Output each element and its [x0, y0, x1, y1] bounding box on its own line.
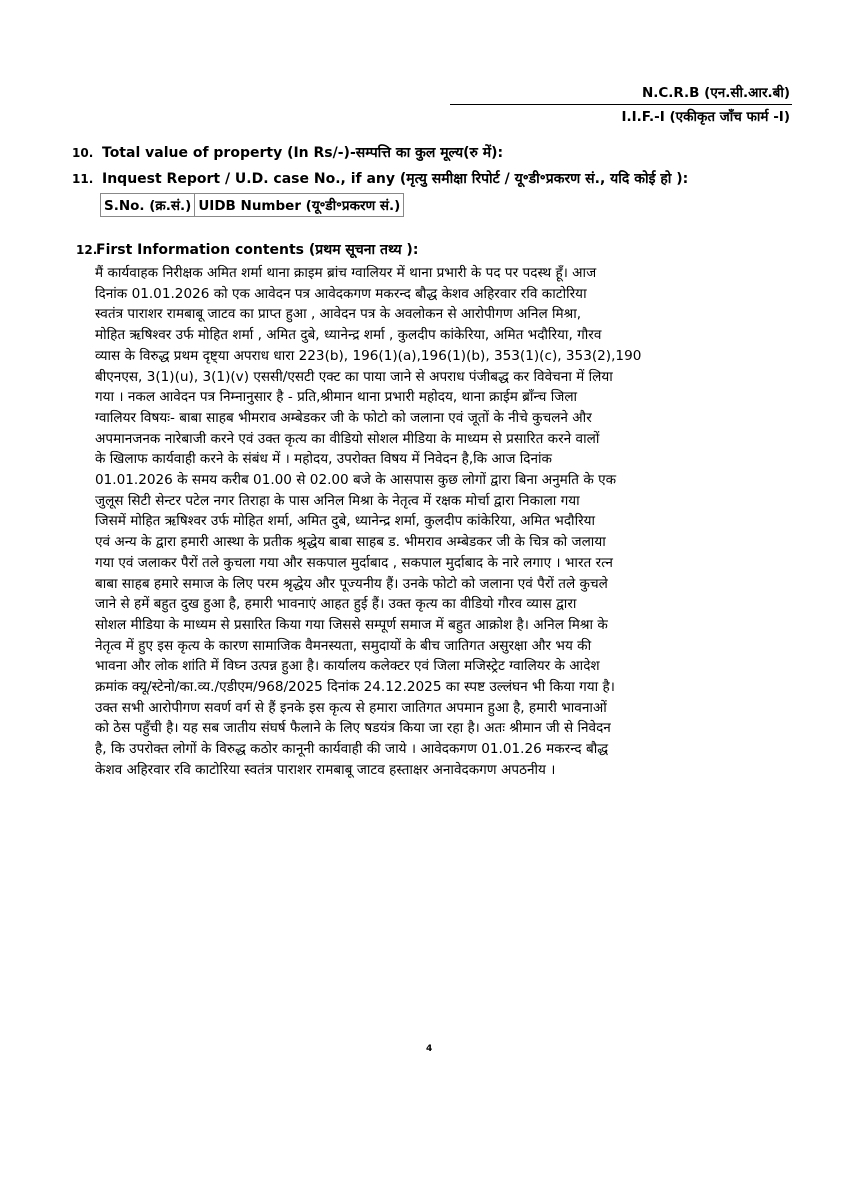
fir-text-line: गया । नकल आवेदन पत्र निम्नानुसार है - प्रति,श्रीमान थाना प्रभारी महोदय, थाना क्राईम ब्राँन्च जिला [95, 389, 578, 406]
fir-text-line: स्वतंत्र पाराशर रामबाबू जाटव का प्राप्त हुआ , आवेदन पत्र के अवलोकन से आरोपीगण अनिल मिश्रा, [95, 306, 582, 323]
fir-text-line: 01.01.2026 के समय करीब 01.00 से 02.00 बजे के आसपास कुछ लोगों द्वारा बिना अनुमति के एक [95, 472, 617, 489]
fir-text-line: व्यास के विरुद्ध प्रथम दृष्ट्या अपराध धारा 223(b), 196(1)(a),196(1)(b), 353(1)(c), 353(2),190 [95, 347, 642, 364]
fir-text-line: मैं कार्यवाहक निरीक्षक अमित शर्मा थाना क्राइम ब्रांच ग्वालियर में थाना प्रभारी के पद पर पदस्थ हूँ। आज [95, 265, 597, 281]
field-11-number: 11. [72, 172, 94, 186]
field-11-label: Inquest Report / U.D. case No., if any (मृत्यु समीक्षा रिपोर्ट / यू॰डी॰प्रकरण सं., यदि कोई हो ): [102, 171, 689, 187]
fir-text-line: भावना और लोक शांति में विघ्न उत्पन्न हुआ है। कार्यालय कलेक्टर एवं जिला मजिस्ट्रेट ग्वालियर के आदेश [95, 658, 600, 675]
fir-text-line: को ठेस पहुँची है। यह सब जातीय संघर्ष फैलाने के लिए षडयंत्र किया जा रहा है। अतः श्रीमान जी से निवेदन [95, 720, 611, 737]
uidb-table-header-row [101, 194, 404, 217]
header-divider [450, 104, 792, 105]
uidb-column-header: UIDB Number (यू॰डी॰प्रकरण सं.) [195, 194, 404, 217]
sno-column-header: S.No. (क्र.सं.) [101, 194, 195, 217]
fir-text-line: जुलूस सिटी सेन्टर पटेल नगर तिराहा के पास अनिल मिश्रा के नेतृत्व में रक्षक मोर्चा द्वारा निकाला गया [95, 492, 580, 509]
fir-text-line: गया एवं जलाकर पैरों तले कुचला गया और सकपाल मुर्दाबाद , सकपाल मुर्दाबाद के नारे लगाए । भारत रत्न [95, 554, 613, 571]
fir-text-line: बीएनएस, 3(1)(u), 3(1)(v) एससी/एसटी एक्ट का पाया जाने से अपराध पंजीबद्ध कर विवेचना में लिया [95, 368, 613, 385]
fir-text-line: अपमानजनक नारेबाजी करने एवं उक्त कृत्य का वीडियो सोशल मीडिया के माध्यम से प्रसारित करने वालों [95, 430, 600, 447]
fir-text-line: केशव अहिरवार रवि काटोरिया स्वतंत्र पाराशर रामबाबू जाटव हस्ताक्षर अनावेदकगण अपठनीय । [95, 761, 556, 778]
fir-text-line: मोहित ऋषिश्वर उर्फ मोहित शर्मा , अमित दुबे, ध्यानेन्द्र शर्मा , कुलदीप कांकेरिया, अमित भदौरिया, गौरव [95, 327, 602, 344]
field-10-number: 10. [72, 146, 94, 160]
fir-text-line: ग्वालियर विषयः- बाबा साहब भीमराव अम्बेडकर जी के फोटो को जलाना एवं जूतों के नीचे कुचलने और [95, 409, 592, 426]
fir-text-line: जाने से हमें बहुत दुख हुआ है, हमारी भावनाएं आहत हुई हैं। उक्त कृत्य का वीडियो गौरव व्यास द्वारा [95, 596, 577, 613]
fir-text-line: दिनांक 01.01.2026 को एक आवेदन पत्र आवेदकगण मकरन्द बौद्ध केशव अहिरवार रवि काटोरिया [95, 285, 587, 302]
header-block [642, 82, 790, 104]
form-id-header: I.I.F.-I (एकीकृत जाँच फार्म -I) [621, 109, 790, 125]
field-11-row [72, 169, 688, 189]
fir-text-line: के खिलाफ कार्यवाही करने के संबंध में । महोदय, उपरोक्त विषय में निवेदन है,कि आज दिनांक [95, 451, 552, 468]
field-12-label: First Information contents (प्रथम सूचना तथ्य ): [96, 242, 419, 258]
fir-text-line: एवं अन्य के द्वारा हमारी आस्था के प्रतीक श्रृद्धेय बाबा साहब ड. भीमराव अम्बेडकर जी के चित्र को जलाया [95, 534, 606, 551]
page-number: 4 [426, 1044, 433, 1054]
field-10-label: Total value of property (In Rs/-)-सम्पत्ति का कुल मूल्य(रु में): [102, 145, 504, 161]
fir-text-line: है, कि उपरोक्त लोगों के विरुद्ध कठोर कानूनी कार्यवाही की जाये । आवेदकगण 01.01.26 मकरन्द बौद्ध [95, 741, 609, 758]
fir-text-line: जिसमें मोहित ऋषिश्वर उर्फ मोहित शर्मा, अमित दुबे, ध्यानेन्द्र शर्मा, कुलदीप कांकेरिया, अमित भदौरिया [95, 513, 596, 530]
field-10-row [72, 143, 503, 163]
uidb-table [100, 193, 404, 217]
fir-text-line: बाबा साहब हमारे समाज के लिए परम श्रृद्धेय और पूज्यनीय हैं। उनके फोटो को जलाना एवं पैरों तले कुचले [95, 575, 608, 592]
fir-text-line: उक्त सभी आरोपीगण सवर्ण वर्ग से हैं इनके इस कृत्य से हमारा जातिगत अपमान हुआ है, हमारी भावनाओं [95, 699, 607, 716]
fir-text-line: क्रमांक क्यू/स्टेनो/का.व्य./एडीएम/968/2025 दिनांक 24.12.2025 का स्पष्ट उल्लंघन भी किया गया है। [95, 679, 615, 696]
ncrb-header: N.C.R.B (एन.सी.आर.बी) [641, 85, 790, 101]
field-12-number: 12. [76, 243, 98, 257]
field-12-row [76, 240, 418, 260]
fir-text-line: नेतृत्व में हुए इस कृत्य के कारण सामाजिक वैमनस्यता, समुदायों के बीच जातिगत असुरक्षा और भय की [95, 637, 592, 654]
fir-text-line: सोशल मीडिया के माध्यम से प्रसारित किया गया जिससे सम्पूर्ण समाज में बहुत आक्रोश है। अनिल मिश्रा के [95, 616, 608, 633]
fir-contents [95, 263, 795, 781]
